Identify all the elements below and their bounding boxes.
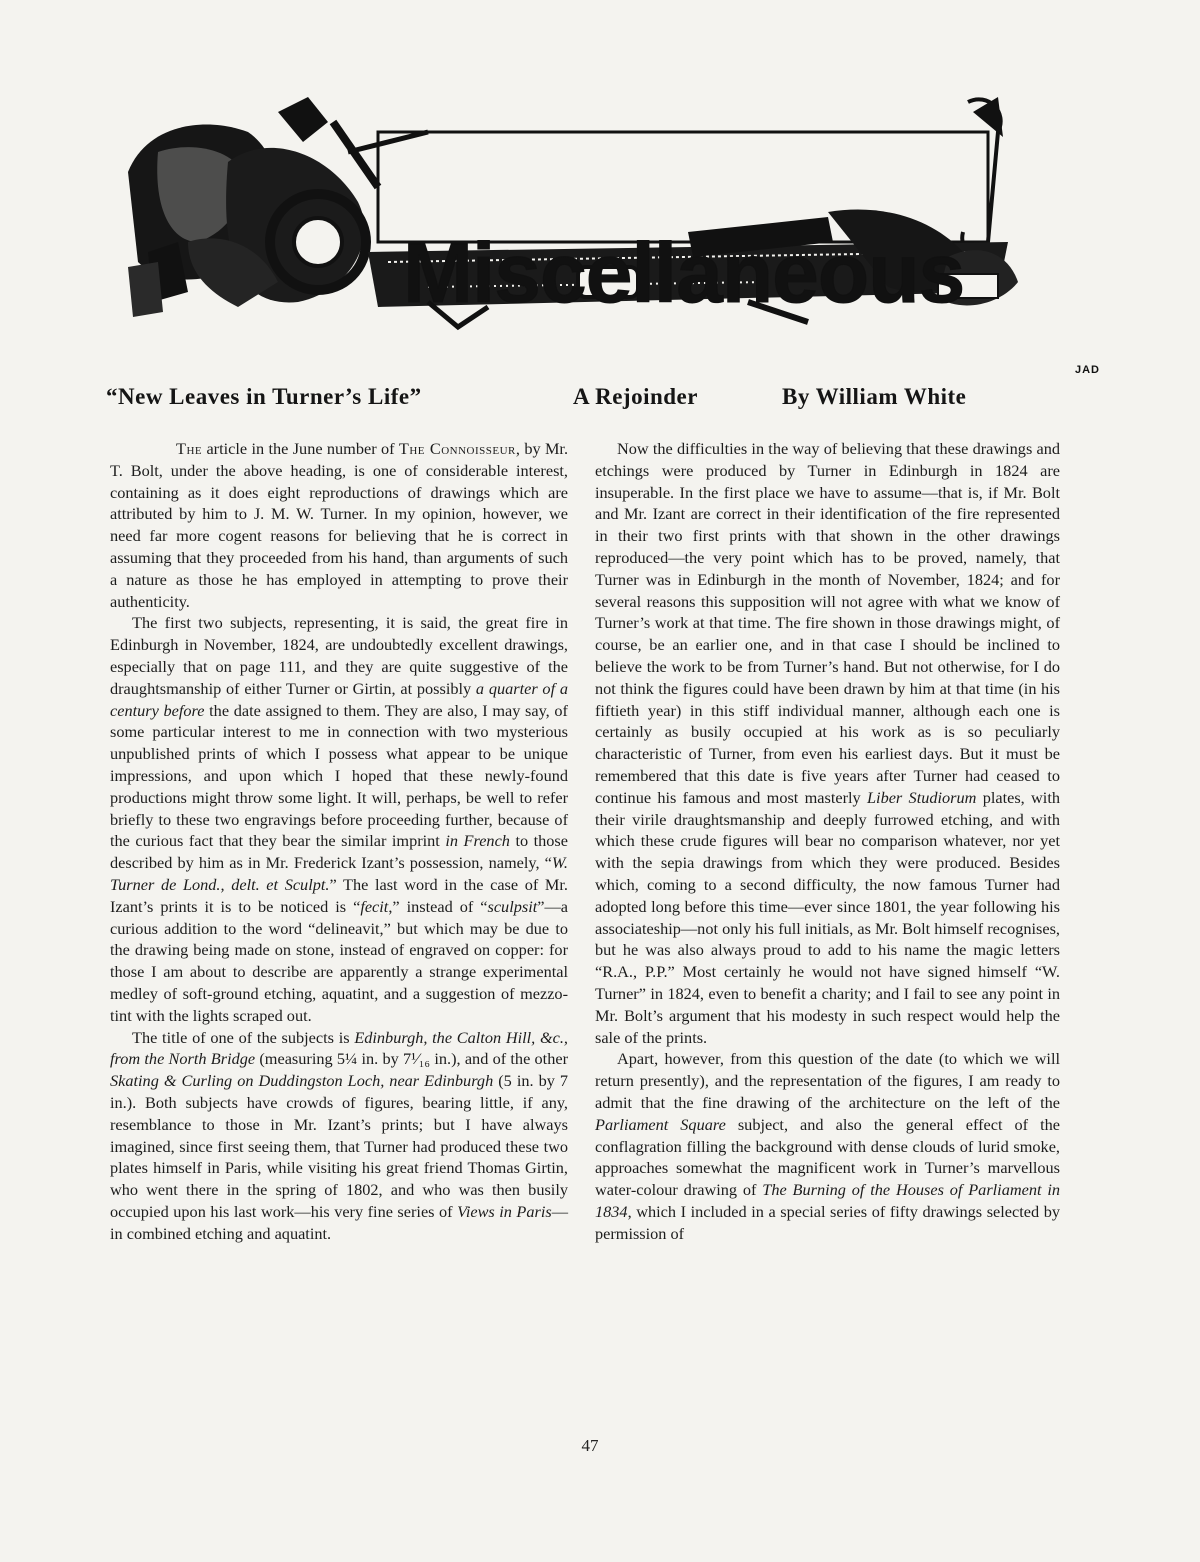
- right-column: [595, 438, 1060, 1244]
- text-run: The first two subjects, representing, it is said, the great fire in Edinburgh in November, 1824, are undoubtedly excellent drawings, especially that on page 111, and they are quite suggestive of the draughtsmanship of either Turner or Girtin, at possibly: [110, 613, 568, 698]
- article-subtitle: A Rejoinder: [573, 384, 698, 409]
- paragraph: [110, 438, 568, 612]
- text-run: —in combined etching and aquatint.: [110, 1201, 568, 1243]
- text-run: Apart, however, from this question of the date (to which we will return presently), and the representation of the figures, I am ready to admit that the fine drawing of the architecture on the left of the: [595, 1049, 1060, 1112]
- italic-run: sculpsit: [487, 896, 538, 916]
- italic-run: in French: [445, 831, 510, 851]
- paragraph: [595, 1048, 1060, 1244]
- paragraph: [110, 1027, 568, 1245]
- italic-run: Parliament Square: [595, 1114, 726, 1134]
- italic-run: Views in Paris: [457, 1201, 552, 1221]
- text-run: to those described by him as in Mr. Frederick Izant’s possession, namely, “: [110, 831, 568, 873]
- journal-name: The Connoisseur: [398, 439, 516, 458]
- artist-monogram: JAD: [1075, 364, 1101, 376]
- article-title: “New Leaves in Turner’s Life”: [106, 384, 422, 409]
- text-run: , by Mr. T. Bolt, under the above heading, is one of considerable interest, containing as it does eight reproductions of drawings which are attributed by him to J. M. W. Turner. In my opinion, however, we need far more cogent reasons for believing that he is correct in assuming that they proceeded from his hand, than arguments of such a nature as those he has employed in attempting to prove their authenticity.: [110, 439, 569, 611]
- italic-run: Edinburgh, the Calton Hill, &c., from the North Bridge: [110, 1027, 568, 1069]
- page-number: 47: [581, 1436, 599, 1455]
- text-run: (measuring 5¼ in. by 7¹⁄₁₆ in.), and of the other: [255, 1049, 568, 1069]
- italic-run: Skating & Curling on Duddingston Loch, near Edinburgh: [110, 1071, 494, 1091]
- paragraph: [110, 612, 568, 1026]
- text-run: article in the June number of: [202, 439, 399, 458]
- text-run: the date assigned to them. They are also, I may say, of some particular interest to me in connection with two mysterious unpublished prints of which I possess what appear to be unique impressions, and upon which I hoped that these newly-found productions might throw some light. It will, perhaps, be well to refer briefly to these two engravings before proceeding further, because of the curious fact that they bear the similar imprint: [110, 700, 568, 851]
- text-run: ” The last word in the case of Mr. Izant’s prints it is to be noticed is “: [110, 874, 568, 916]
- lead-word: The: [176, 439, 203, 458]
- italic-run: fecit: [360, 896, 389, 916]
- text-run: ”—a curious addition to the word “delineavit,” but which may be due to the drawing being made on stone, instead of engraved on copper: for those I am about to describe are apparently a strange experimental medley of soft-ground etching, aquatint, and a suggestion of mezzo-tint with the lights scraped out.: [110, 896, 568, 1025]
- text-run: subject, and also the general effect of the conflagration filling the background with dense clouds of lurid smoke, approaches somewhat the magnificent work in Turner’s marvellous water-colour drawing of: [595, 1114, 1060, 1200]
- italic-run: The Burning of the Houses of Parliament in 1834: [595, 1180, 1060, 1221]
- left-column: [110, 438, 568, 1244]
- text-run: Now the difficulties in the way of believing that these drawings and etchings were produced by Turner in Edinburgh in 1824 are insuperable. In the first place we have to assume—that is, if Mr. Bolt and Mr. Izant are correct in their identification of the fire represented in their two first prints with that shown in the other drawings reproduced—the very point which has to be proved, namely, that Turner was in Edinburgh in the month of November, 1824; and for several reasons this supposition will not agree with what we know of Turner’s work at that time. The fire shown in those drawings might, of course, be an earlier one, and in that case I should be inclined to believe the work to be from Turner’s hand. But not otherwise, for I do not think the figures could have been drawn by him at that time (in his fiftieth year) in this stiff individual manner, although each one is certainly as busily occupied at his work as is so peculiarly characteristic of Turner, from even his earliest days. But it must be remembered that this date is five years after Turner had ceased to continue his famous and most masterly: [595, 439, 1060, 807]
- text-run: The title of one of the subjects is: [132, 1027, 355, 1047]
- italic-run: Liber Studiorum: [866, 787, 977, 807]
- text-run: ,” instead of “: [388, 896, 488, 916]
- banner-title: Miscellaneous: [403, 226, 965, 320]
- article-byline: By William White: [782, 384, 967, 409]
- italic-run: a quarter of a century before: [110, 678, 568, 720]
- text-run: (5 in. by 7 in.). Both subjects have crowds of figures, bearing little, if any, resemblance to those in Mr. Izant’s prints; but I have always imagined, since first seeing them, that Turner had produced these two plates himself in Paris, while visiting his great friend Thomas Girtin, who went there in the spring of 1802, and who was then busily occupied upon his last work—his very fine series of: [110, 1071, 569, 1221]
- text-run: , which I included in a special series of fifty drawings selected by permission of: [595, 1201, 1060, 1243]
- paragraph: [595, 438, 1060, 1048]
- text-run: plates, with their virile draughtsmanship and deeply furrowed etching, and with which these crude figures will bear no comparison whatever, nor yet with the sepia drawings from which they were produced. Besides which, coming to a second difficulty, the now famous Turner had adopted long before this time—ever since 1801, the year following his associateship—not only his full initials, as Mr. Bolt himself recognises, but he was also always proud to add to his name the magic letters “R.A., P.P.” Most certainly he would not have signed himself “W. Turner” in 1824, even to benefit a charity; and I fail to see any point in Mr. Bolt’s argument that his modesty in such respect would help the sale of the prints.: [595, 787, 1060, 1047]
- header-banner: [128, 92, 1101, 376]
- italic-run: W. Turner de Lond., delt. et Sculpt.: [110, 853, 568, 894]
